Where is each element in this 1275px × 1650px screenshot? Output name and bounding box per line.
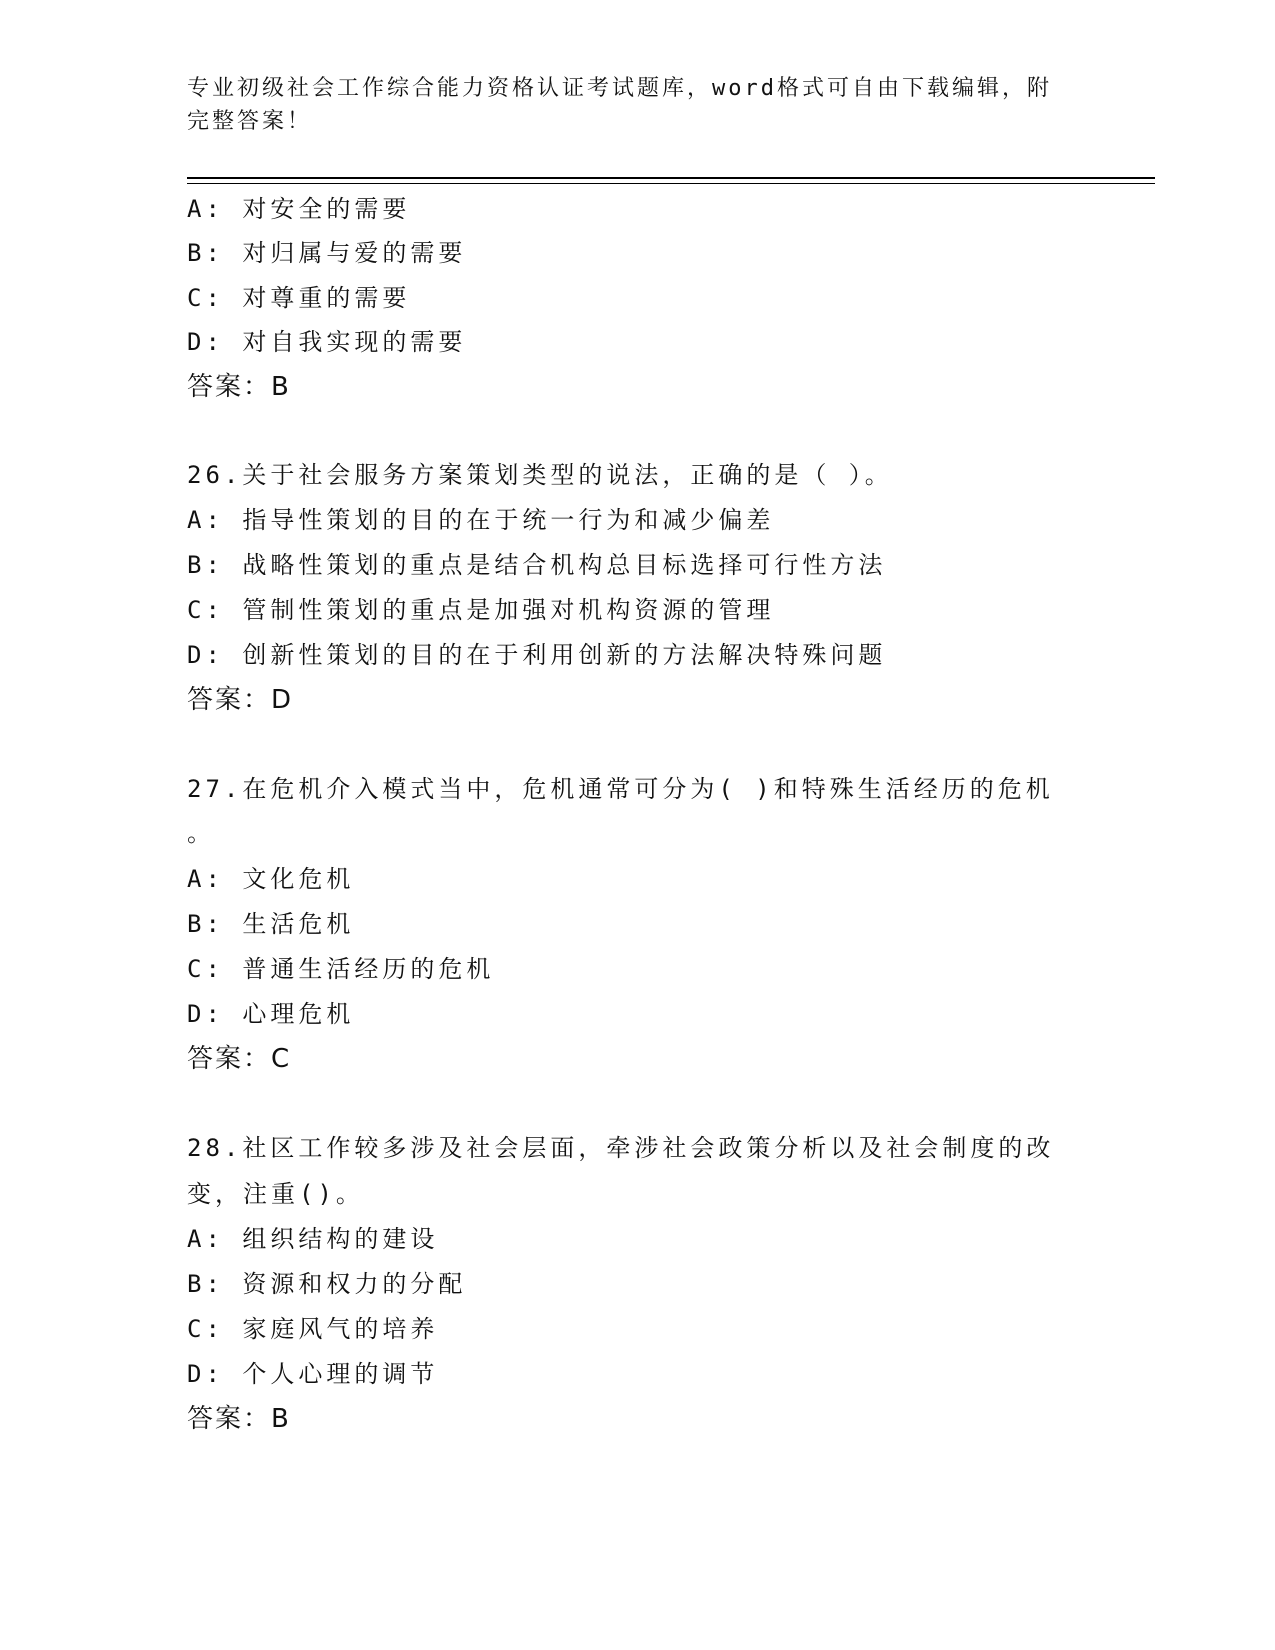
- q27-question-line1: 27.在危机介入模式当中，危机通常可分为( )和特殊生活经历的危机: [187, 775, 1054, 803]
- q28-option-a: A: 组织结构的建设: [187, 1225, 439, 1253]
- q25-option-a: A: 对安全的需要: [187, 195, 411, 223]
- document-header: 专业初级社会工作综合能力资格认证考试题库，word格式可自由下载编辑，附完整答案！: [187, 76, 1052, 134]
- q27-option-d: D: 心理危机: [187, 1000, 355, 1028]
- q28-question-line2: 变，注重()。: [187, 1180, 364, 1208]
- q26-question: 26.关于社会服务方案策划类型的说法，正确的是（ ）。: [187, 461, 893, 489]
- header-divider-thick: [187, 177, 1155, 179]
- q27-option-b: B: 生活危机: [187, 910, 355, 938]
- q25-option-d: D: 对自我实现的需要: [187, 328, 467, 356]
- q26-option-c: C: 管制性策划的重点是加强对机构资源的管理: [187, 596, 775, 624]
- q26-option-a: A: 指导性策划的目的在于统一行为和减少偏差: [187, 506, 775, 534]
- q27-option-a: A: 文化危机: [187, 865, 355, 893]
- q26-option-d: D: 创新性策划的目的在于利用创新的方法解决特殊问题: [187, 641, 887, 669]
- q25-answer: 答案：B: [187, 372, 291, 402]
- q26-option-b: B: 战略性策划的重点是结合机构总目标选择可行性方法: [187, 551, 887, 579]
- q26-answer: 答案：D: [187, 685, 294, 715]
- q27-question-line2: 。: [187, 819, 215, 847]
- q28-option-d: D: 个人心理的调节: [187, 1360, 439, 1388]
- q28-option-c: C: 家庭风气的培养: [187, 1315, 439, 1343]
- q25-option-b: B: 对归属与爱的需要: [187, 239, 467, 267]
- q28-question-line1: 28.社区工作较多涉及社会层面，牵涉社会政策分析以及社会制度的改: [187, 1134, 1055, 1162]
- header-divider-thin: [187, 183, 1155, 184]
- q25-option-c: C: 对尊重的需要: [187, 284, 411, 312]
- q27-option-c: C: 普通生活经历的危机: [187, 955, 495, 983]
- q27-answer: 答案：C: [187, 1044, 292, 1074]
- q28-answer: 答案：B: [187, 1404, 291, 1434]
- q28-option-b: B: 资源和权力的分配: [187, 1270, 467, 1298]
